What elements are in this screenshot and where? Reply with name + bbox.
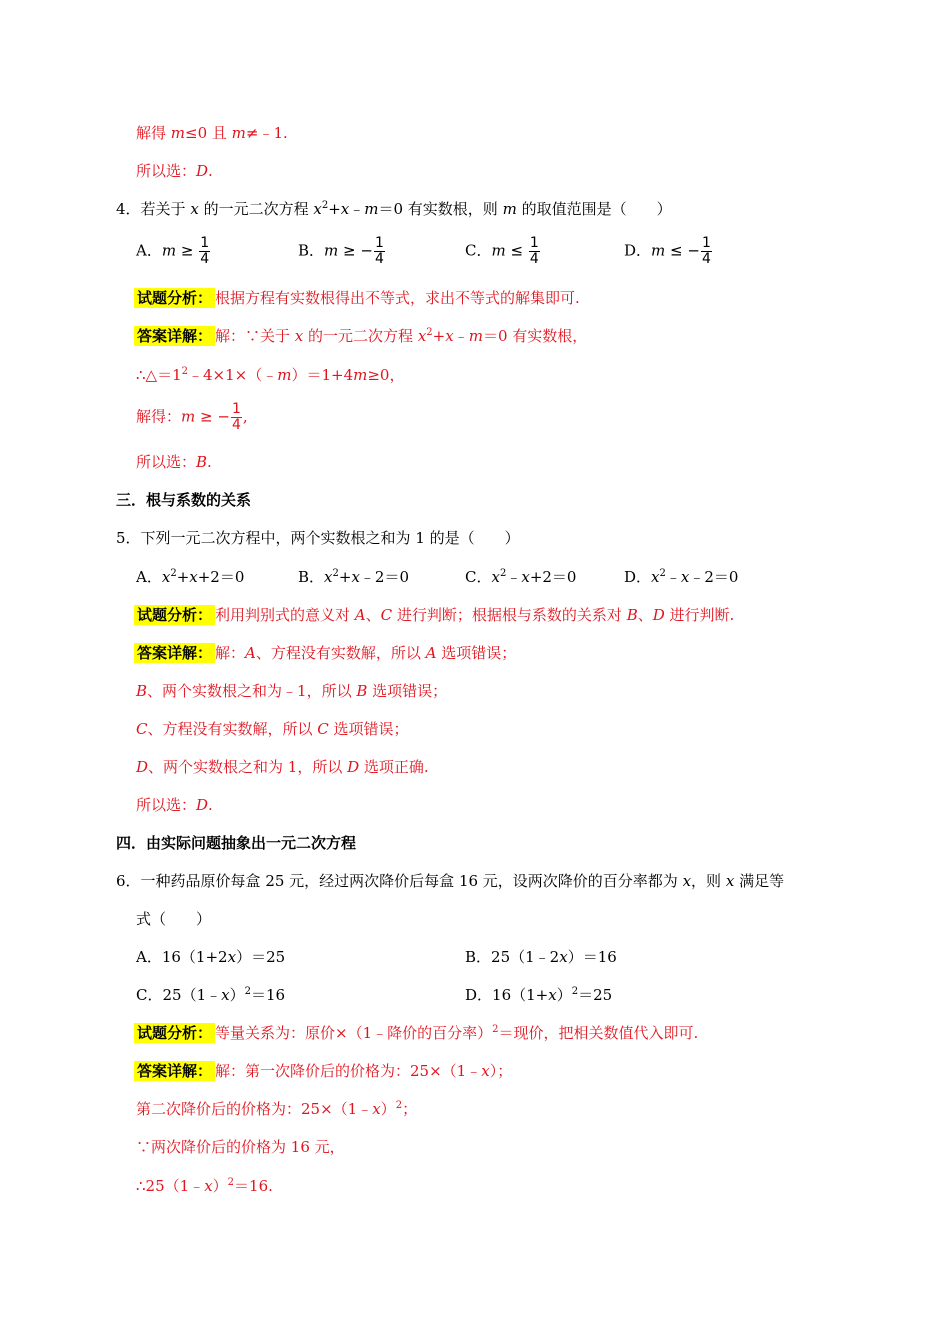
- answer-tag: 答案详解：: [134, 643, 215, 663]
- q5-option-d: D．$x^2﹣x﹣2=0$: [624, 568, 739, 586]
- q5-answer-2: B、两个实数根之和为﹣1，所以 B 选项错误；: [136, 682, 448, 700]
- q5-analysis: 试题分析： 利用判别式的意义对 A、C 进行判断；根据根与系数的关系对 B、D 进行判断.: [134, 605, 734, 625]
- analysis-tag: 试题分析：: [134, 605, 215, 625]
- q3-solve-line: 解得 m≤0 且 m≠﹣1.: [136, 124, 288, 142]
- q5-option-c: C．$x^2﹣x+2=0$: [465, 568, 577, 586]
- q5-option-a: A．$x^2+x+2=0$: [136, 568, 245, 586]
- q6-answer-2: 第二次降价后的价格为：25×（1﹣x）$^2$；: [136, 1100, 418, 1118]
- q6-option-b: B．25（1﹣2x）＝16: [465, 948, 617, 966]
- q5-option-b: B．$x^2+x﹣2=0$: [298, 568, 410, 586]
- q4-answer-4: 所以选：B.: [136, 453, 212, 471]
- q6-answer-1: 答案详解： 解：第一次降价后的价格为：25×（1﹣x）；: [134, 1061, 512, 1081]
- section-heading-3: 三．根与系数的关系: [116, 491, 252, 509]
- q6-option-d: D．$16(1+x)^2=25$: [465, 986, 613, 1004]
- q6-analysis: 试题分析： 等量关系为：原价×（1﹣降价的百分率）$^2$＝现价，把相关数值代入即可.: [134, 1023, 698, 1043]
- q4-option-b: B．m ≥ − $\frac{1}{4}$: [298, 235, 384, 267]
- q4-answer-2: $\therefore\triangle=1^2﹣4\times 1\times(﹣m)=1+4m\ge 0$，: [136, 366, 405, 384]
- q6-stem-line1: 6．一种药品原价每盒 25 元，经过两次降价后每盒 16 元，设两次降价的百分率都为 x，则 x 满足等: [116, 872, 785, 890]
- q4-analysis: 试题分析： 根据方程有实数根得出不等式，求出不等式的解集即可.: [134, 288, 580, 308]
- q6-answer-4: ∴25（1﹣x）$^2$＝16.: [136, 1177, 273, 1195]
- q3-answer-line: 所以选：D.: [136, 162, 213, 180]
- q6-option-c: C．25（1﹣x）$^2$＝16: [136, 986, 286, 1004]
- answer-tag: 答案详解：: [134, 1061, 215, 1081]
- q6-answer-3: ∵两次降价后的价格为 16 元，: [136, 1138, 345, 1156]
- q5-answer-1: 答案详解： 解：A、方程没有实数解，所以 A 选项错误；: [134, 643, 516, 663]
- q5-answer-4: D、两个实数根之和为 1，所以 D 选项正确.: [136, 758, 429, 776]
- q4-option-d: D．m ≤ − $\frac{1}{4}$: [624, 235, 711, 267]
- q5-stem: 5．下列一元二次方程中，两个实数根之和为 1 的是（ ）: [116, 529, 520, 547]
- q4-option-a: A．m ≥ $\frac{1}{4}$: [136, 235, 210, 267]
- q4-answer-1: 答案详解： 解：∵关于 x 的一元二次方程 $x^2+x﹣m=0$ 有实数根，: [134, 326, 587, 346]
- q6-stem-line2: 式（ ）: [136, 910, 212, 928]
- analysis-tag: 试题分析：: [134, 288, 215, 308]
- q5-answer-3: C、方程没有实数解，所以 C 选项错误；: [136, 720, 409, 738]
- q5-answer-5: 所以选：D.: [136, 796, 213, 814]
- answer-tag: 答案详解：: [134, 326, 215, 346]
- q4-stem: 4．若关于 x 的一元二次方程 $x^2+x﹣m=0$ 有实数根，则 m 的取值范围是（ ）: [116, 200, 672, 218]
- q4-option-c: C．m ≤ $\frac{1}{4}$: [465, 235, 539, 267]
- q4-answer-3: 解得：m ≥ − $\frac{1}{4}$ ,: [136, 401, 248, 433]
- analysis-tag: 试题分析：: [134, 1023, 215, 1043]
- section-heading-4: 四．由实际问题抽象出一元二次方程: [116, 834, 357, 852]
- q6-option-a: A．16（1+2x）＝25: [136, 948, 286, 966]
